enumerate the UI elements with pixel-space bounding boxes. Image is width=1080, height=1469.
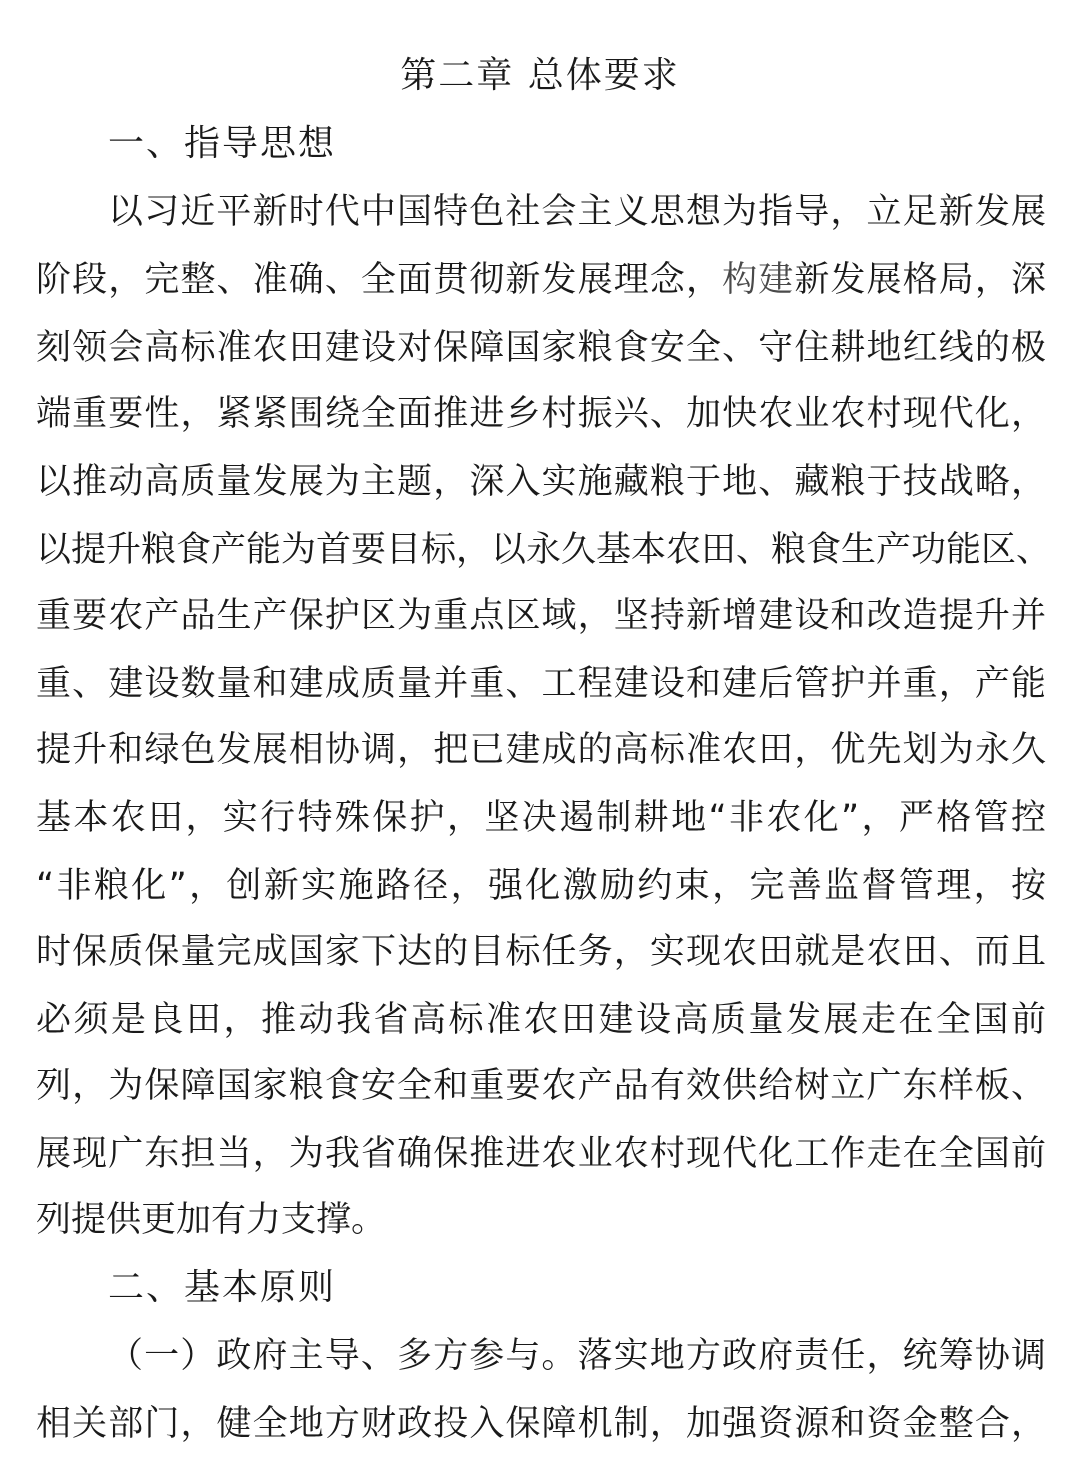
chapter-title: 第二章 总体要求 [400, 55, 680, 96]
paragraph-line: 基本农田，实行特殊保护，坚决遏制耕地“非农化”，严格管控 [36, 798, 1046, 838]
paragraph-line: 重要农产品生产保护区为重点区域，坚持新增建设和改造提升并 [36, 596, 1046, 636]
paragraph-line-segment: 阶段，完整、准确、全面贯彻新发展理念， [36, 260, 723, 300]
paragraph-line: 刻领会高标准农田建设对保障国家粮食安全、守住耕地红线的极 [36, 328, 1046, 368]
section-heading-basic-principles: 二、基本原则 [108, 1267, 337, 1308]
section-heading-guiding-ideology: 一、指导思想 [108, 123, 337, 164]
paragraph-line: 端重要性，紧紧围绕全面推进乡村振兴、加快农业农村现代化， [36, 394, 1046, 434]
paragraph-line: 提升和绿色发展相协调，把已建成的高标准农田，优先划为永久 [36, 730, 1046, 770]
paragraph-line-segment: 新发展格局，深 [794, 260, 1046, 300]
paragraph-line: 时保质保量完成国家下达的目标任务，实现农田就是农田、而且 [36, 932, 1046, 972]
paragraph-line: 相关部门，健全地方财政投入保障机制，加强资源和资金整合， [36, 1404, 1046, 1444]
paragraph-line: 列提供更加有力支撑。 [36, 1200, 387, 1240]
paragraph-line: 以习近平新时代中国特色社会主义思想为指导，立足新发展 [108, 192, 1046, 232]
paragraph-line: 以提升粮食产能为首要目标，以永久基本农田、粮食生产功能区、 [36, 530, 1052, 570]
paragraph-line: 列，为保障国家粮食安全和重要农产品有效供给树立广东样板、 [36, 1066, 1046, 1106]
paragraph-line: “非粮化”，创新实施路径，强化激励约束，完善监督管理，按 [36, 866, 1046, 906]
paragraph-line: （一）政府主导、多方参与。落实地方政府责任，统筹协调 [108, 1336, 1046, 1376]
paragraph-line: 必须是良田，推动我省高标准农田建设高质量发展走在全国前 [36, 1000, 1046, 1040]
faint-text-segment: 构建 [722, 260, 795, 300]
paragraph-line: 以推动高质量发展为主题，深入实施藏粮于地、藏粮于技战略， [36, 462, 1046, 502]
paragraph-line: 重、建设数量和建成质量并重、工程建设和建后管护并重，产能 [36, 664, 1046, 704]
paragraph-line [36, 254, 1046, 306]
paragraph-line: 展现广东担当，为我省确保推进农业农村现代化工作走在全国前 [36, 1134, 1046, 1174]
